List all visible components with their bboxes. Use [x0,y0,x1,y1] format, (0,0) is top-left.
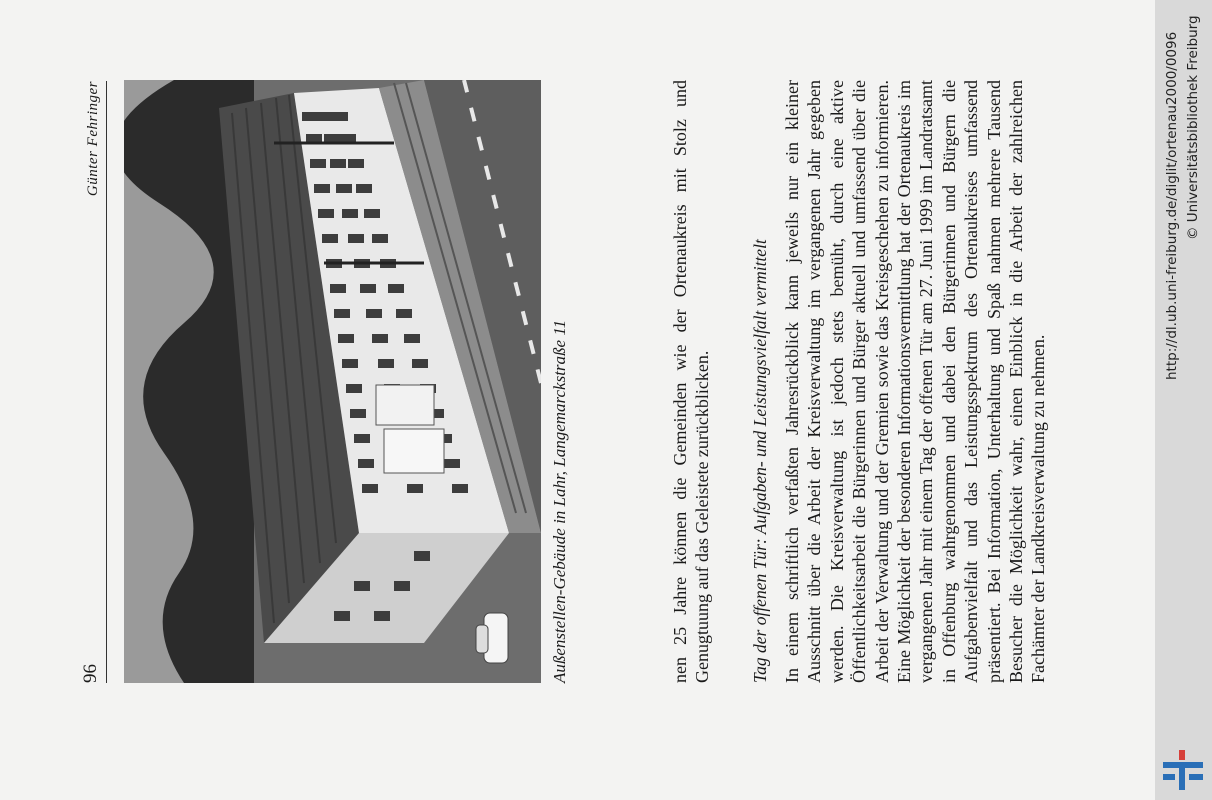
section-body-paragraph: In einem schriftlich verfaßten Jahresrückblick kann jeweils nur ein kleiner Ausschnitt über die Arbeit der Kreisverwaltung im vergangenen Jahr gegeben werden. Die Kreisverwaltung ist jedoch stets bemüht, durch eine aktive Öffentlichkeitsarbeit die Bürgerinnen und Bürger aktuell und umfassend über die Arbeit der Verwaltung und der Gremien sowie das Kreisgeschehen zu informieren. Eine Möglichkeit der besonderen Informationsvermittlung hat der Ortenaukreis im vergangenen Jahr mit einem Tag der offenen Tür am 27. Juni 1999 im Landratsamt in Offenburg wahrgenommen und dabei den Bürgerinnen und Bürgern die Aufgabenvielfalt und das Leistungsspektrum des Ortenaukreises umfassend präsentiert. Bei Information, Unterhaltung und Spaß nahmen mehrere Tausend Besucher die Möglichkeit wahr, einen Einblick in die Arbeit der zahlreichen Fachämter der Landkreisverwaltung zu nehmen. [782,80,1049,683]
figure-caption: Außenstellen-Gebäude in Lahr, Langemarckstraße 11 [550,319,569,683]
source-url-link[interactable]: http://dl.ub.uni-freiburg.de/diglit/ortenau2000/0096 [1164,31,1180,380]
paragraph-continued: nen 25 Jahre können die Gemeinden wie der Ortenaukreis mit Stolz und Genugtuung auf das Geleistete zurückblicken. [670,80,713,683]
page-number: 96 [80,664,101,683]
building-photo [124,80,541,683]
running-head [80,81,107,683]
section-heading: Tag der offenen Tür: Aufgaben- und Leistungsvielfalt vermittelt [750,239,770,683]
copyright-notice: © Universitätsbibliothek Freiburg [1185,15,1201,240]
library-sidebar [1155,0,1212,800]
running-head-author: Günter Fehringer [85,81,101,197]
sidebar-rotated-text [1155,0,1212,800]
ub-freiburg-logo-icon [1163,744,1203,792]
